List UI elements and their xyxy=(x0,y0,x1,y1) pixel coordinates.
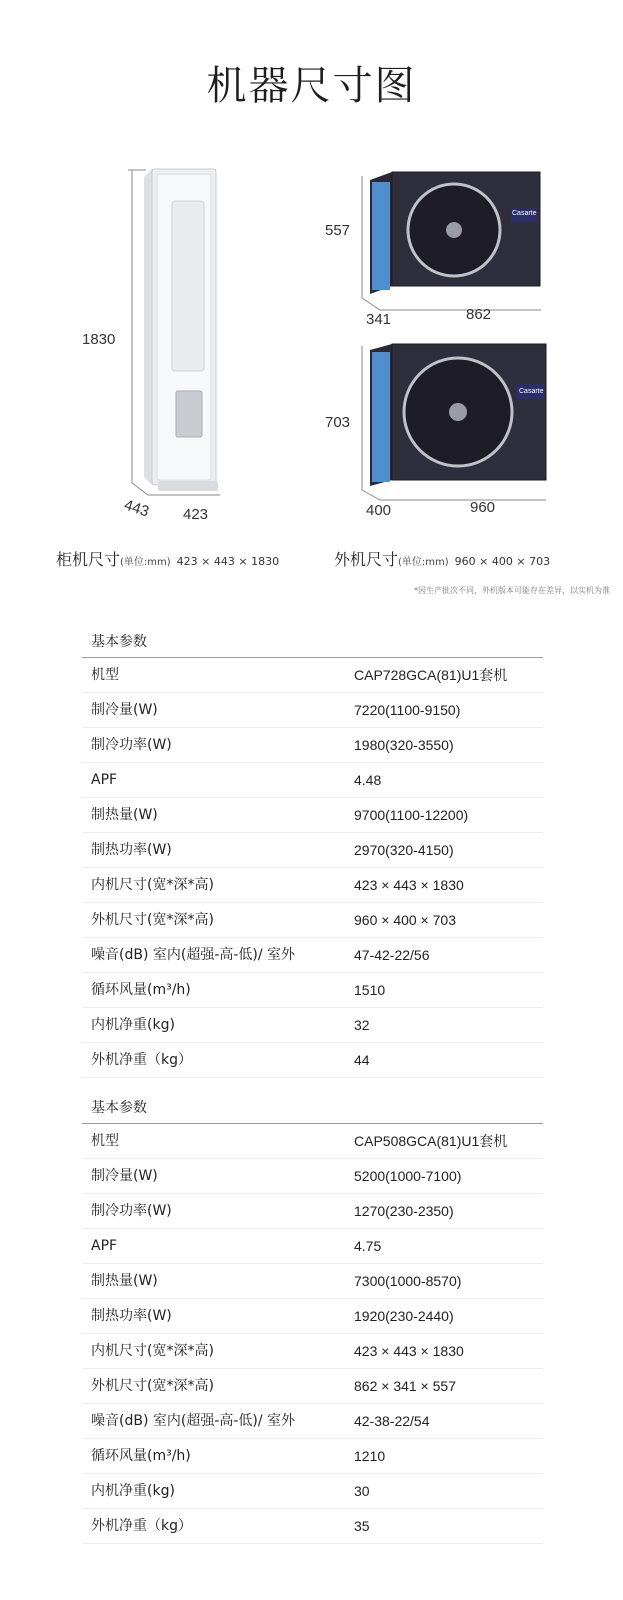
table-row xyxy=(82,1194,543,1229)
table-row xyxy=(82,938,543,973)
table-row xyxy=(82,1334,543,1369)
table-row xyxy=(82,903,543,938)
spec-key: 制热功率(W) xyxy=(91,842,172,858)
table-row xyxy=(82,1474,543,1509)
section-title: 基本参数 xyxy=(91,634,147,650)
spec-key: APF xyxy=(91,772,118,788)
spec-key: APF xyxy=(91,1238,118,1254)
table-row xyxy=(82,1264,543,1299)
spec-value: 1510 xyxy=(354,982,386,998)
spec-value: 423 × 443 × 1830 xyxy=(354,1343,464,1359)
table-row xyxy=(82,973,543,1008)
spec-key: 制热功率(W) xyxy=(91,1308,172,1324)
table-row xyxy=(82,1369,543,1404)
spec-key: 制冷功率(W) xyxy=(91,1203,172,1219)
spec-value: 42-38-22/54 xyxy=(354,1413,430,1429)
spec-value: 7300(1000-8570) xyxy=(354,1273,462,1289)
spec-value: CAP728GCA(81)U1套机 xyxy=(354,667,508,683)
table-row xyxy=(82,1299,543,1334)
outdoor-small-width-label: 862 xyxy=(466,306,492,323)
spec-value: 44 xyxy=(354,1052,370,1068)
spec-value: 1980(320-3550) xyxy=(354,737,454,753)
indoor-caption-label: 柜机尺寸 xyxy=(56,550,121,569)
spec-key: 制冷功率(W) xyxy=(91,737,172,753)
table-row xyxy=(82,658,543,693)
spec-value: CAP508GCA(81)U1套机 xyxy=(354,1133,508,1149)
spec-key: 机型 xyxy=(91,667,119,683)
spec-key: 内机净重(kg) xyxy=(91,1483,175,1499)
table-row xyxy=(82,833,543,868)
outdoor-large-width-label: 960 xyxy=(470,499,496,516)
spec-value: 862 × 341 × 557 xyxy=(354,1378,456,1394)
table-row xyxy=(82,1229,543,1264)
table-row xyxy=(82,1509,543,1544)
spec-key: 外机尺寸(宽*深*高) xyxy=(91,1378,214,1394)
table-row xyxy=(82,868,543,903)
spec-value: 9700(1100-12200) xyxy=(354,807,469,823)
page-title: 机器尺寸图 xyxy=(206,63,417,109)
table-row xyxy=(82,1124,543,1159)
outdoor-large-depth-label: 400 xyxy=(366,502,392,519)
spec-value: 2970(320-4150) xyxy=(354,842,454,858)
outdoor-caption-size: 960 × 400 × 703 xyxy=(454,555,551,568)
outdoor-large-height-label: 703 xyxy=(325,414,351,431)
disclaimer-note: *因生产批次不同，外机版本可能存在差异，以实机为准 xyxy=(414,586,610,595)
indoor-caption-size: 423 × 443 × 1830 xyxy=(176,555,280,568)
spec-key: 制热量(W) xyxy=(91,1273,158,1289)
spec-key: 内机尺寸(宽*深*高) xyxy=(91,877,214,893)
spec-key: 外机尺寸(宽*深*高) xyxy=(91,912,214,928)
spec-value: 4.75 xyxy=(354,1238,382,1254)
indoor-depth-label: 443 xyxy=(121,496,152,521)
outdoor-unit-large-drawing xyxy=(356,340,556,505)
table-row xyxy=(82,1159,543,1194)
spec-value: 5200(1000-7100) xyxy=(354,1168,462,1184)
outdoor-caption xyxy=(334,547,550,570)
spec-value: 30 xyxy=(354,1483,370,1499)
spec-value: 4.48 xyxy=(354,772,382,788)
spec-value: 960 × 400 × 703 xyxy=(354,912,456,928)
spec-value: 47-42-22/56 xyxy=(354,947,430,963)
spec-key: 制热量(W) xyxy=(91,807,158,823)
spec-key: 外机净重（kg） xyxy=(91,1518,192,1534)
table-row xyxy=(82,1043,543,1078)
spec-value: 1920(230-2440) xyxy=(354,1308,454,1324)
table-row xyxy=(82,763,543,798)
spec-value: 7220(1100-9150) xyxy=(354,702,461,718)
spec-value: 1210 xyxy=(354,1448,386,1464)
table-row xyxy=(82,728,543,763)
outdoor-caption-unit: (单位:mm) xyxy=(398,557,449,568)
table-row xyxy=(82,1008,543,1043)
outdoor-small-height-label: 557 xyxy=(325,222,351,239)
outdoor-caption-label: 外机尺寸 xyxy=(334,550,399,569)
spec-value: 32 xyxy=(354,1017,370,1033)
spec-key: 噪音(dB) 室内(超强-高-低)/ 室外 xyxy=(91,1413,296,1429)
spec-key: 内机净重(kg) xyxy=(91,1017,175,1033)
indoor-height-label: 1830 xyxy=(82,331,116,348)
spec-key: 制冷量(W) xyxy=(91,1168,158,1184)
spec-table xyxy=(82,657,543,1078)
indoor-unit-drawing xyxy=(120,165,230,510)
table-row xyxy=(82,1439,543,1474)
spec-key: 内机尺寸(宽*深*高) xyxy=(91,1343,214,1359)
outdoor-large-logo: Casarte xyxy=(519,388,544,395)
indoor-width-label: 423 xyxy=(183,506,209,523)
table-row xyxy=(82,693,543,728)
outdoor-small-depth-label: 341 xyxy=(366,311,392,328)
spec-key: 制冷量(W) xyxy=(91,702,158,718)
table-row xyxy=(82,1404,543,1439)
indoor-caption-unit: (单位:mm) xyxy=(120,557,171,568)
spec-key: 噪音(dB) 室内(超强-高-低)/ 室外 xyxy=(91,947,296,963)
outdoor-unit-small-drawing xyxy=(356,168,556,313)
spec-value: 35 xyxy=(354,1518,370,1534)
table-row xyxy=(82,798,543,833)
spec-table xyxy=(82,1123,543,1544)
spec-key: 外机净重（kg） xyxy=(91,1052,192,1068)
spec-key: 循环风量(m³/h) xyxy=(91,1448,191,1464)
spec-key: 循环风量(m³/h) xyxy=(91,982,191,998)
indoor-caption xyxy=(56,547,279,570)
section-title: 基本参数 xyxy=(91,1100,147,1116)
spec-value: 1270(230-2350) xyxy=(354,1203,454,1219)
spec-value: 423 × 443 × 1830 xyxy=(354,877,464,893)
spec-key: 机型 xyxy=(91,1133,119,1149)
outdoor-small-logo: Casarte xyxy=(512,210,537,217)
